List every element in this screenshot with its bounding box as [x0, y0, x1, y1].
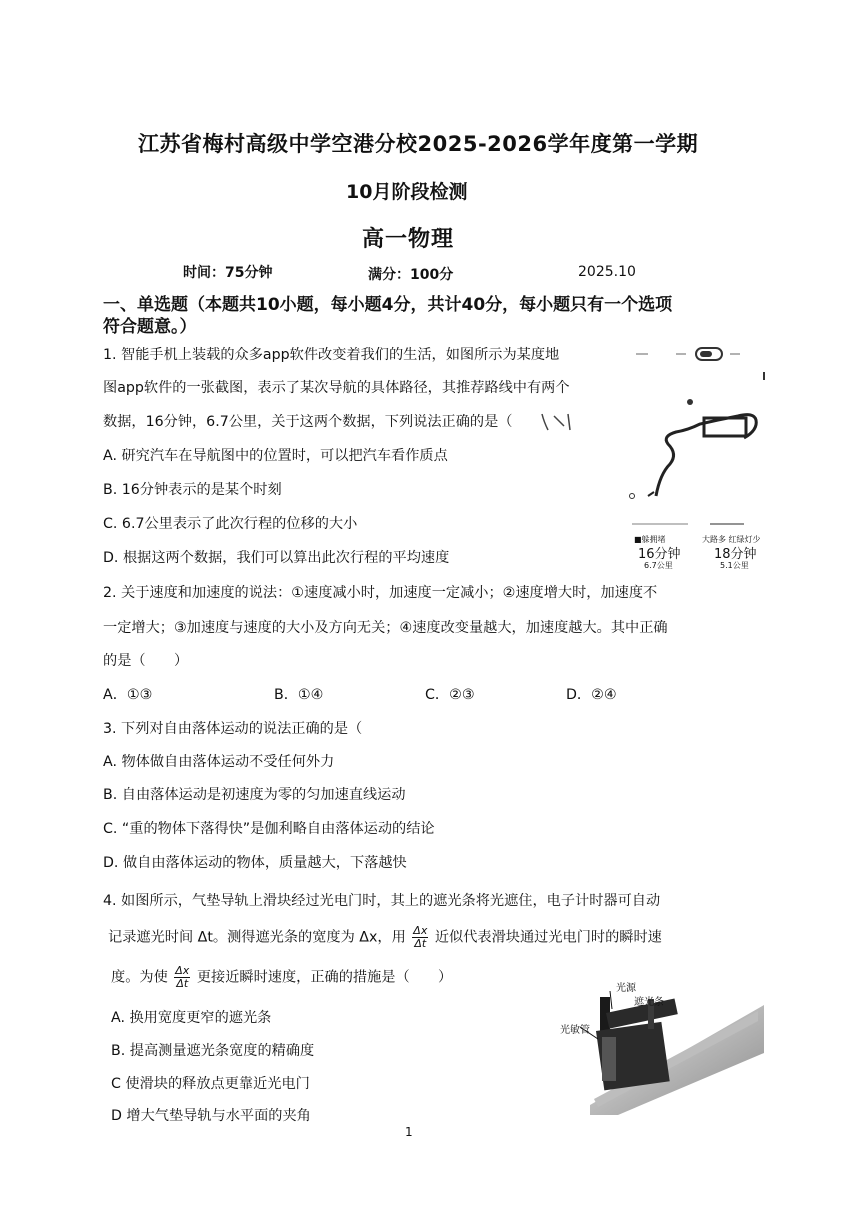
page-number: 1 [405, 1125, 413, 1139]
q4-stem-line3-part1: 度。为使 [111, 969, 168, 986]
fraction-numerator-2: Δx [175, 964, 190, 977]
q3-option-a: A. 物体做自由落体运动不受任何外力 [103, 754, 335, 770]
label-light-source: 光源 [616, 983, 636, 994]
q3-option-b: B. 自由落体运动是初速度为零的匀加速直线运动 [103, 787, 406, 803]
q3-stem: 3. 下列对自由落体运动的说法正确的是（ [103, 721, 363, 737]
q1-stem-line1: 1. 智能手机上装载的众多app软件改变着我们的生活，如图所示为某度地 [103, 347, 560, 363]
q2-option-b: B．①④ [274, 687, 324, 703]
handwritten-mark [534, 410, 584, 434]
section-heading: 一、单选题（本题共10小题，每小题4分，共计40分，每小题只有一个选项 [103, 295, 673, 315]
q2-option-c: C．②③ [425, 687, 475, 703]
q1-option-b: B. 16分钟表示的是某个时刻 [103, 482, 282, 498]
route1-tag: ■躲拥堵 [634, 535, 666, 544]
q3-option-c: C. “重的物体下落得快”是伽利略自由落体运动的结论 [103, 821, 435, 837]
fraction-denominator: Δt [414, 937, 427, 950]
q2-stem-line3: 的是（ ） [103, 653, 189, 669]
route1-time: 16分钟 [638, 547, 681, 562]
time-label: 时间：75分钟 [183, 265, 273, 281]
q2-stem-line1: 2. 关于速度和加速度的说法：①速度减小时，加速度一定减小；②速度增大时，加速度不 [103, 585, 658, 601]
exam-date: 2025.10 [578, 264, 636, 280]
q4-option-c: C 使滑块的释放点更靠近光电门 [111, 1076, 310, 1092]
q4-stem-line1: 4. 如图所示，气垫导轨上滑块经过光电门时，其上的遮光条将光遮住，电子计时器可自动 [103, 893, 661, 909]
q4-stem-line2 [108, 925, 662, 950]
q4-option-b: B. 提高测量遮光条宽度的精确度 [111, 1043, 315, 1059]
q4-stem-line3-part2: 更接近瞬时速度，正确的措施是（ ） [196, 969, 453, 986]
route2-tag: 大路多 红绿灯少 [702, 535, 761, 544]
q4-option-a: A. 换用宽度更窄的遮光条 [111, 1010, 272, 1026]
navigation-map-figure [626, 346, 770, 572]
fraction-denominator-2: Δt [176, 977, 189, 990]
route2-distance: 5.1公里 [720, 561, 749, 570]
photogate-figure [558, 975, 764, 1115]
label-shading-strip: 遮光条 [634, 997, 664, 1008]
q1-option-d: D. 根据这两个数据，我们可以算出此次行程的平均速度 [103, 550, 450, 566]
q1-option-a: A. 研究汽车在导航图中的位置时，可以把汽车看作质点 [103, 448, 448, 464]
q1-option-c: C. 6.7公里表示了此次行程的位移的大小 [103, 516, 358, 532]
q4-stem-line2-part2: 近似代表滑块通过光电门时的瞬时速 [434, 929, 662, 946]
exam-subtitle: 10月阶段检测 [346, 181, 468, 203]
label-photosensor: 光敏管 [560, 1025, 590, 1036]
q4-stem-line2-part1: 记录遮光时间 Δt。测得遮光条的宽度为 Δx，用 [108, 929, 406, 946]
score-label: 满分：100分 [368, 267, 454, 283]
exam-title: 江苏省梅村高级中学空港分校2025-2026学年度第一学期 [138, 132, 699, 156]
route1-distance: 6.7公里 [644, 561, 673, 570]
q1-stem-line2: 图app软件的一张截图，表示了某次导航的具体路径，其推荐路线中有两个 [103, 380, 570, 396]
subject-title: 高一物理 [362, 227, 455, 252]
q3-option-d: D. 做自由落体运动的物体，质量越大，下落越快 [103, 855, 407, 871]
section-heading-cont: 符合题意。） [103, 317, 197, 337]
q2-option-d: D．②④ [566, 687, 617, 703]
route2-time: 18分钟 [714, 547, 757, 562]
q2-stem-line2: 一定增大；③加速度与速度的大小及方向无关；④速度改变量越大，加速度越大。其中正确 [103, 620, 668, 636]
fraction-numerator: Δx [413, 924, 428, 937]
dx-dt-fraction [412, 925, 428, 950]
q4-option-d: D 增大气垫导轨与水平面的夹角 [111, 1108, 311, 1124]
q4-stem-line3 [111, 965, 452, 990]
q1-stem-line3: 数据，16分钟，6.7公里，关于这两个数据，下列说法正确的是（ [103, 414, 513, 430]
dx-dt-fraction-2 [174, 965, 190, 990]
q2-option-a: A．①③ [103, 687, 153, 703]
